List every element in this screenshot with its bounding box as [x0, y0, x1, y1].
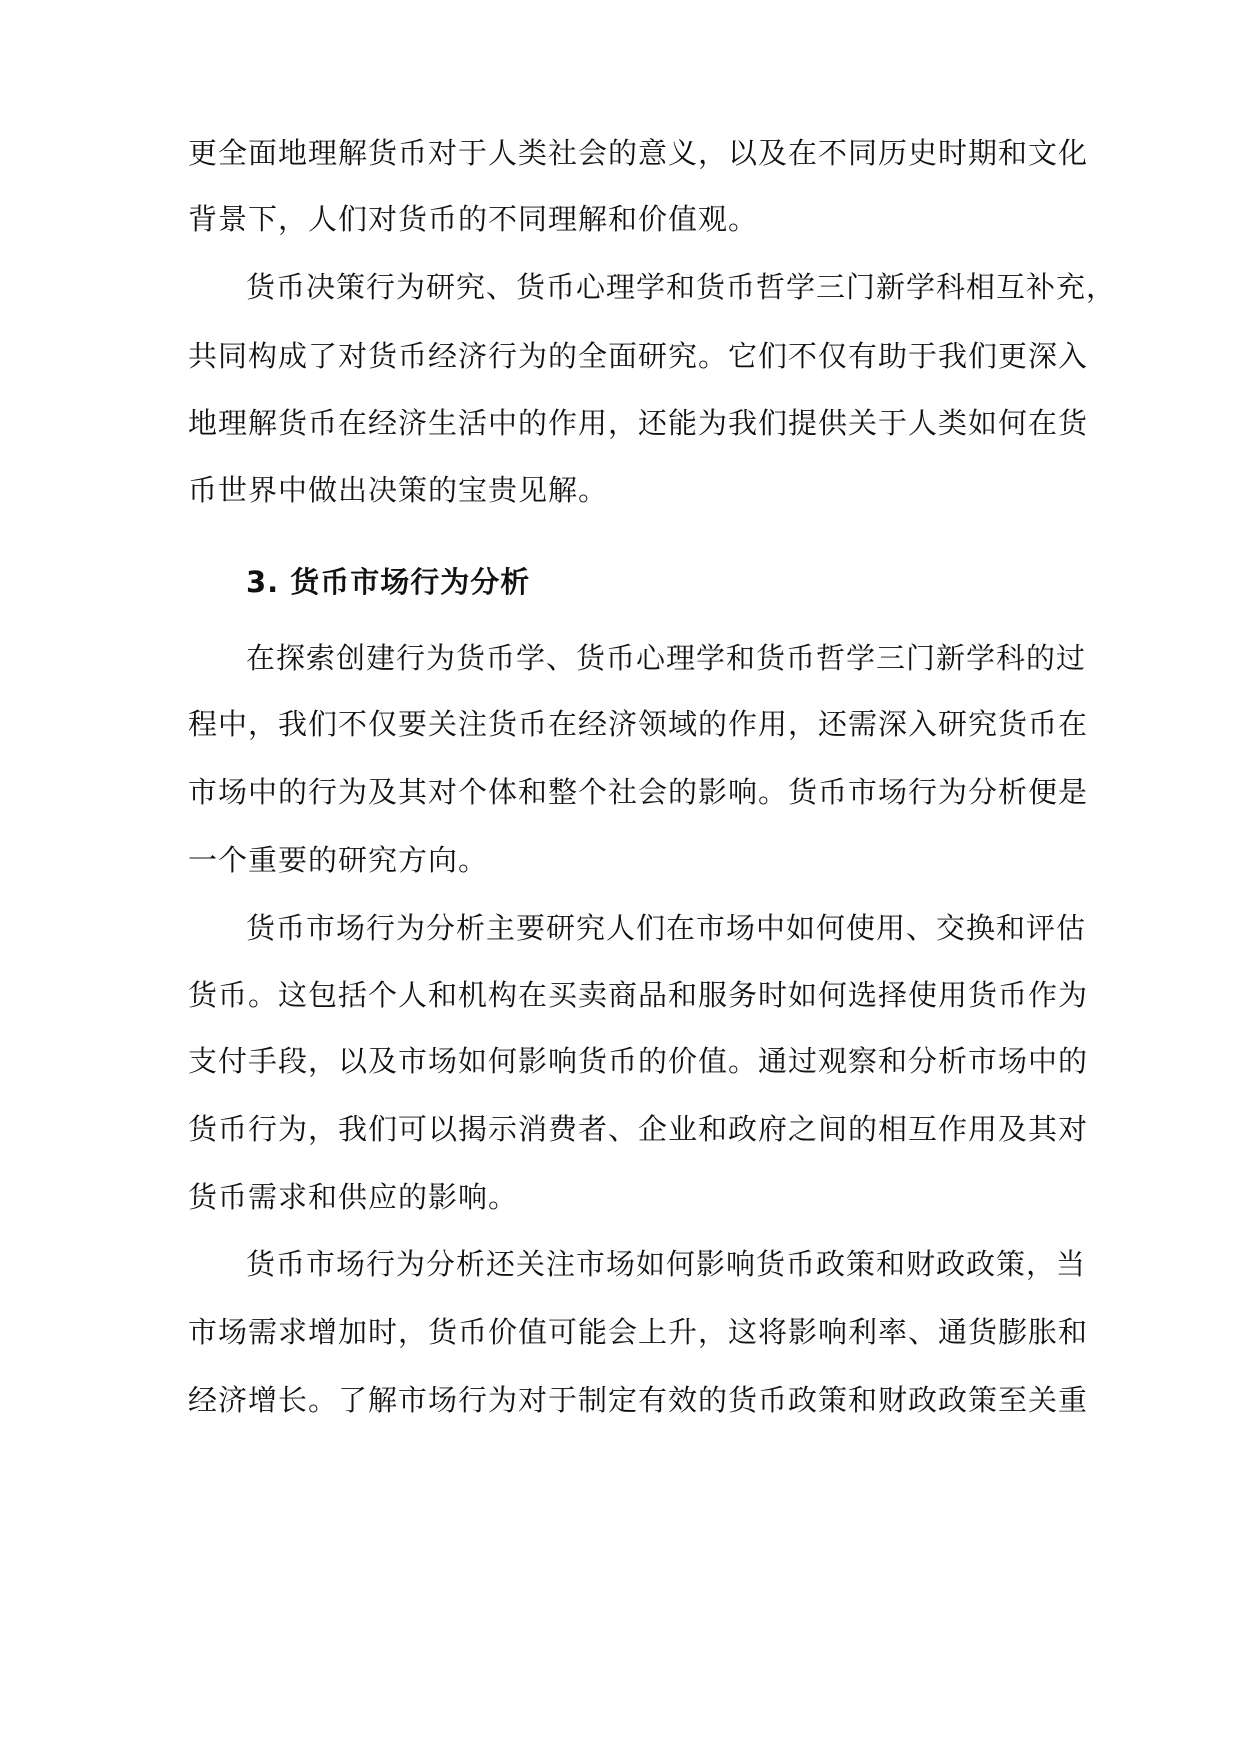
text-line: 程中，我们不仅要关注货币在经济领域的作用，还需深入研究货币在 [188, 707, 1089, 741]
text-line: 背景下，人们对货币的不同理解和价值观。 [188, 202, 759, 236]
text-line: 货币。这包括个人和机构在买卖商品和服务时如何选择使用货币作为 [188, 978, 1089, 1012]
text-line: 货币需求和供应的影响。 [188, 1180, 519, 1214]
text-line: 市场中的行为及其对个体和整个社会的影响。货币市场行为分析便是 [188, 775, 1089, 809]
section-heading: 3. 货币市场行为分析 [246, 565, 531, 599]
text-line: 币世界中做出决策的宝贵见解。 [188, 473, 609, 507]
text-line: 经济增长。了解市场行为对于制定有效的货币政策和财政政策至关重 [188, 1383, 1089, 1417]
paragraph-first-line: 货币决策行为研究、货币心理学和货币哲学三门新学科相互补充， [246, 270, 1117, 304]
text-line: 市场需求增加时，货币价值可能会上升，这将影响利率、通货膨胀和 [188, 1315, 1089, 1349]
text-line: 地理解货币在经济生活中的作用，还能为我们提供关于人类如何在货 [188, 406, 1089, 440]
text-line: 一个重要的研究方向。 [188, 843, 489, 877]
text-line: 更全面地理解货币对于人类社会的意义，以及在不同历史时期和文化 [188, 136, 1089, 170]
paragraph-first-line: 货币市场行为分析主要研究人们在市场中如何使用、交换和评估 [246, 911, 1087, 945]
text-line: 货币行为，我们可以揭示消费者、企业和政府之间的相互作用及其对 [188, 1112, 1089, 1146]
paragraph-first-line: 货币市场行为分析还关注市场如何影响货币政策和财政政策，当 [246, 1247, 1087, 1281]
text-line: 支付手段，以及市场如何影响货币的价值。通过观察和分析市场中的 [188, 1044, 1089, 1078]
paragraph-first-line: 在探索创建行为货币学、货币心理学和货币哲学三门新学科的过 [246, 641, 1087, 675]
text-line: 共同构成了对货币经济行为的全面研究。它们不仅有助于我们更深入 [188, 339, 1089, 373]
